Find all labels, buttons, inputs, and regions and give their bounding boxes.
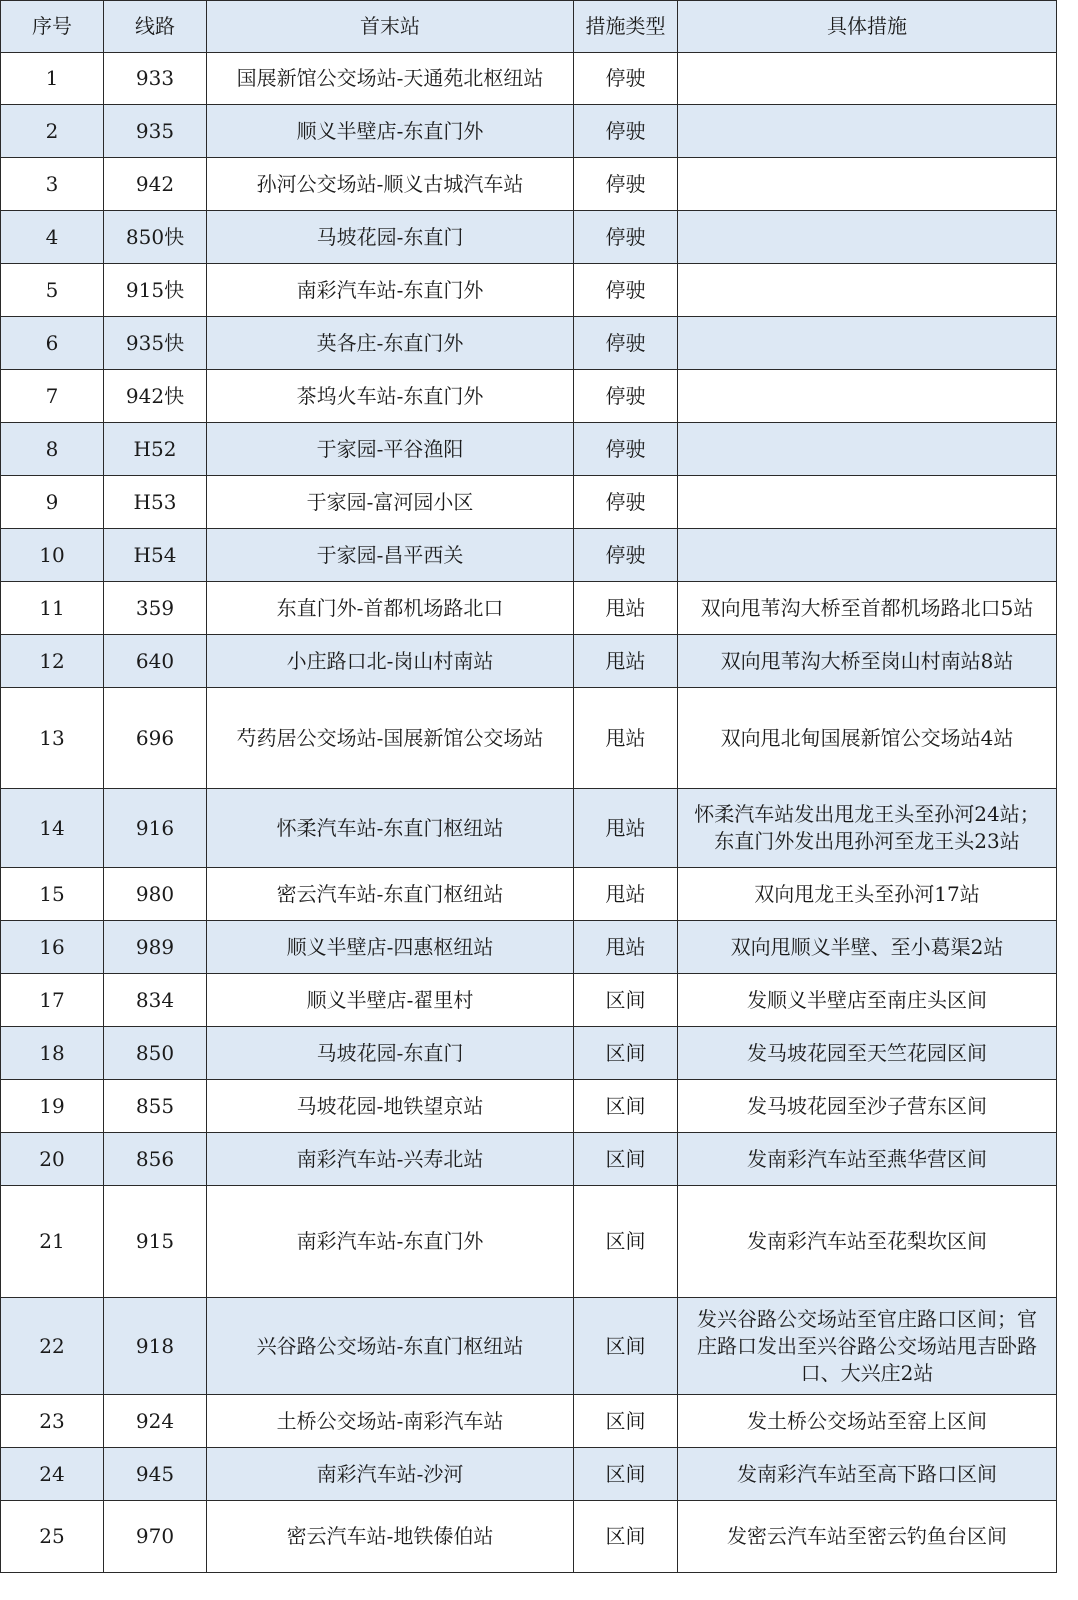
cell-measure-detail: [678, 317, 1057, 370]
cell-seq: 24: [1, 1448, 104, 1501]
table-row: [1, 529, 1057, 582]
cell-line: 924: [104, 1395, 207, 1448]
cell-measure-type: 停驶: [574, 105, 678, 158]
table-row: [1, 264, 1057, 317]
table-row: [1, 1133, 1057, 1186]
cell-stops: 南彩汽车站-东直门外: [207, 264, 574, 317]
table-row: [1, 317, 1057, 370]
cell-measure-detail: [678, 158, 1057, 211]
cell-line: 942快: [104, 370, 207, 423]
cell-measure-type: 区间: [574, 1027, 678, 1080]
cell-seq: 25: [1, 1501, 104, 1573]
cell-measure-type: 区间: [574, 1298, 678, 1395]
cell-measure-type: 停驶: [574, 211, 678, 264]
cell-measure-detail: [678, 370, 1057, 423]
table-row: [1, 688, 1057, 789]
cell-stops: 南彩汽车站-东直门外: [207, 1186, 574, 1298]
table-row: [1, 1186, 1057, 1298]
cell-seq: 17: [1, 974, 104, 1027]
cell-measure-detail: 怀柔汽车站发出甩龙王头至孙河24站； 东直门外发出甩孙河至龙王头23站: [678, 789, 1057, 868]
cell-measure-detail: 发南彩汽车站至燕华营区间: [678, 1133, 1057, 1186]
table-row: [1, 53, 1057, 105]
cell-seq: 3: [1, 158, 104, 211]
cell-measure-type: 停驶: [574, 370, 678, 423]
cell-stops: 于家园-富河园小区: [207, 476, 574, 529]
cell-measure-detail: 发兴谷路公交场站至官庄路口区间；官 庄路口发出至兴谷路公交场站甩吉卧路 口、大兴庄2站: [678, 1298, 1057, 1395]
cell-seq: 7: [1, 370, 104, 423]
header-stops: 首末站: [207, 1, 574, 53]
cell-stops: 怀柔汽车站-东直门枢纽站: [207, 789, 574, 868]
cell-measure-detail: 发南彩汽车站至高下路口区间: [678, 1448, 1057, 1501]
cell-measure-type: 甩站: [574, 688, 678, 789]
table-row: [1, 1027, 1057, 1080]
cell-stops: 兴谷路公交场站-东直门枢纽站: [207, 1298, 574, 1395]
cell-line: 935: [104, 105, 207, 158]
cell-stops: 顺义半壁店-东直门外: [207, 105, 574, 158]
cell-measure-detail: [678, 529, 1057, 582]
table-row: [1, 1501, 1057, 1573]
cell-stops: 芍药居公交场站-国展新馆公交场站: [207, 688, 574, 789]
cell-stops: 马坡花园-地铁望京站: [207, 1080, 574, 1133]
cell-measure-detail: 双向甩苇沟大桥至首都机场路北口5站: [678, 582, 1057, 635]
table-row: [1, 105, 1057, 158]
cell-seq: 16: [1, 921, 104, 974]
cell-seq: 23: [1, 1395, 104, 1448]
cell-line: 850: [104, 1027, 207, 1080]
header-seq: 序号: [1, 1, 104, 53]
cell-line: 696: [104, 688, 207, 789]
cell-measure-detail: [678, 476, 1057, 529]
cell-measure-detail: 双向甩龙王头至孙河17站: [678, 868, 1057, 921]
cell-measure-detail: 双向甩北甸国展新馆公交场站4站: [678, 688, 1057, 789]
cell-line: 942: [104, 158, 207, 211]
cell-measure-detail: 发土桥公交场站至窑上区间: [678, 1395, 1057, 1448]
cell-seq: 5: [1, 264, 104, 317]
table-row: [1, 1298, 1057, 1395]
cell-measure-type: 停驶: [574, 529, 678, 582]
cell-line: 640: [104, 635, 207, 688]
table-row: [1, 211, 1057, 264]
cell-stops: 孙河公交场站-顺义古城汽车站: [207, 158, 574, 211]
cell-stops: 南彩汽车站-兴寿北站: [207, 1133, 574, 1186]
cell-line: 359: [104, 582, 207, 635]
cell-line: 915快: [104, 264, 207, 317]
cell-measure-detail: 发南彩汽车站至花梨坎区间: [678, 1186, 1057, 1298]
cell-stops: 小庄路口北-岗山村南站: [207, 635, 574, 688]
cell-seq: 14: [1, 789, 104, 868]
header-line: 线路: [104, 1, 207, 53]
cell-measure-detail: [678, 53, 1057, 105]
table-row: [1, 789, 1057, 868]
table-row: [1, 1080, 1057, 1133]
cell-stops: 马坡花园-东直门: [207, 211, 574, 264]
cell-line: 850快: [104, 211, 207, 264]
cell-measure-detail: 双向甩顺义半壁、至小葛渠2站: [678, 921, 1057, 974]
cell-seq: 13: [1, 688, 104, 789]
table-row: [1, 423, 1057, 476]
table-header: [1, 1, 1057, 53]
table-row: [1, 635, 1057, 688]
cell-stops: 茶坞火车站-东直门外: [207, 370, 574, 423]
cell-seq: 15: [1, 868, 104, 921]
table-row: [1, 974, 1057, 1027]
cell-line: 916: [104, 789, 207, 868]
table-body: [1, 53, 1057, 1573]
cell-stops: 密云汽车站-地铁傣伯站: [207, 1501, 574, 1573]
cell-seq: 6: [1, 317, 104, 370]
cell-measure-detail: [678, 423, 1057, 476]
cell-seq: 18: [1, 1027, 104, 1080]
cell-stops: 英各庄-东直门外: [207, 317, 574, 370]
cell-line: H52: [104, 423, 207, 476]
cell-measure-detail: [678, 105, 1057, 158]
cell-stops: 土桥公交场站-南彩汽车站: [207, 1395, 574, 1448]
cell-measure-type: 停驶: [574, 423, 678, 476]
cell-line: 855: [104, 1080, 207, 1133]
cell-seq: 4: [1, 211, 104, 264]
table-row: [1, 370, 1057, 423]
cell-measure-type: 区间: [574, 1395, 678, 1448]
cell-line: 915: [104, 1186, 207, 1298]
table-row: [1, 1448, 1057, 1501]
cell-line: 834: [104, 974, 207, 1027]
cell-measure-detail: 发马坡花园至天竺花园区间: [678, 1027, 1057, 1080]
cell-line: 980: [104, 868, 207, 921]
cell-measure-type: 甩站: [574, 921, 678, 974]
cell-measure-type: 区间: [574, 1501, 678, 1573]
cell-seq: 8: [1, 423, 104, 476]
cell-seq: 20: [1, 1133, 104, 1186]
header-row: [1, 1, 1057, 53]
table-row: [1, 158, 1057, 211]
cell-measure-type: 区间: [574, 1133, 678, 1186]
table-row: [1, 868, 1057, 921]
cell-measure-detail: [678, 211, 1057, 264]
cell-measure-type: 停驶: [574, 317, 678, 370]
cell-measure-detail: 发顺义半壁店至南庄头区间: [678, 974, 1057, 1027]
cell-line: 935快: [104, 317, 207, 370]
cell-line: 945: [104, 1448, 207, 1501]
header-measure-detail: 具体措施: [678, 1, 1057, 53]
table-row: [1, 476, 1057, 529]
cell-measure-type: 甩站: [574, 789, 678, 868]
cell-stops: 东直门外-首都机场路北口: [207, 582, 574, 635]
cell-line: 918: [104, 1298, 207, 1395]
cell-seq: 12: [1, 635, 104, 688]
cell-measure-detail: 发密云汽车站至密云钓鱼台区间: [678, 1501, 1057, 1573]
cell-seq: 21: [1, 1186, 104, 1298]
cell-stops: 于家园-平谷渔阳: [207, 423, 574, 476]
cell-measure-type: 区间: [574, 1448, 678, 1501]
table-row: [1, 582, 1057, 635]
cell-measure-detail: [678, 264, 1057, 317]
cell-line: 989: [104, 921, 207, 974]
cell-measure-type: 停驶: [574, 264, 678, 317]
cell-line: 856: [104, 1133, 207, 1186]
cell-measure-type: 区间: [574, 974, 678, 1027]
cell-stops: 顺义半壁店-四惠枢纽站: [207, 921, 574, 974]
cell-seq: 1: [1, 53, 104, 105]
cell-measure-type: 区间: [574, 1080, 678, 1133]
cell-seq: 22: [1, 1298, 104, 1395]
cell-measure-detail: 双向甩苇沟大桥至岗山村南站8站: [678, 635, 1057, 688]
cell-stops: 密云汽车站-东直门枢纽站: [207, 868, 574, 921]
cell-seq: 19: [1, 1080, 104, 1133]
cell-measure-type: 停驶: [574, 158, 678, 211]
cell-stops: 南彩汽车站-沙河: [207, 1448, 574, 1501]
cell-measure-type: 区间: [574, 1186, 678, 1298]
cell-measure-type: 甩站: [574, 582, 678, 635]
cell-line: H53: [104, 476, 207, 529]
cell-stops: 于家园-昌平西关: [207, 529, 574, 582]
cell-line: 970: [104, 1501, 207, 1573]
cell-measure-type: 甩站: [574, 635, 678, 688]
cell-seq: 11: [1, 582, 104, 635]
cell-stops: 顺义半壁店-翟里村: [207, 974, 574, 1027]
header-measure-type: 措施类型: [574, 1, 678, 53]
cell-measure-type: 甩站: [574, 868, 678, 921]
cell-line: 933: [104, 53, 207, 105]
cell-stops: 国展新馆公交场站-天通苑北枢纽站: [207, 53, 574, 105]
cell-measure-type: 停驶: [574, 53, 678, 105]
cell-stops: 马坡花园-东直门: [207, 1027, 574, 1080]
cell-measure-type: 停驶: [574, 476, 678, 529]
cell-seq: 10: [1, 529, 104, 582]
table-row: [1, 1395, 1057, 1448]
cell-measure-detail: 发马坡花园至沙子营东区间: [678, 1080, 1057, 1133]
cell-seq: 9: [1, 476, 104, 529]
cell-seq: 2: [1, 105, 104, 158]
cell-line: H54: [104, 529, 207, 582]
table-row: [1, 921, 1057, 974]
